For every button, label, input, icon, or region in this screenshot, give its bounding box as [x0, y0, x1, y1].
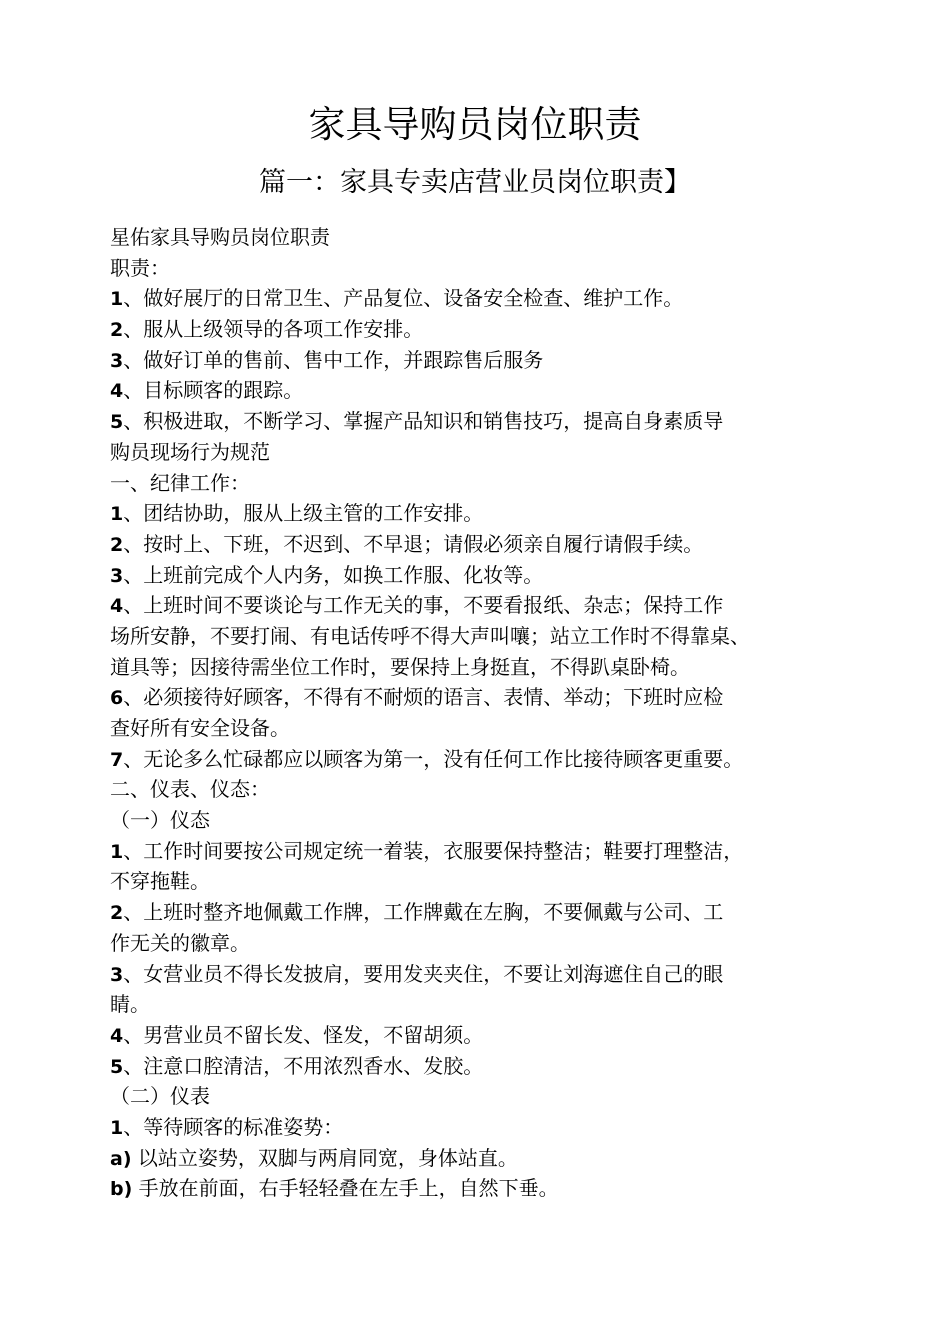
line-text: 作无关的徽章。 — [110, 930, 250, 955]
item-number: b) — [110, 1178, 133, 1201]
item-number: 5 — [110, 1055, 124, 1078]
document-title: 家具导购员岗位职责 — [308, 103, 642, 146]
line-text: 、按时上、下班，不迟到、不早退；请假必须亲自履行请假手续。 — [123, 531, 704, 556]
text-line — [110, 1143, 865, 1174]
line-text: 、注意口腔清洁，不用浓烈香水、发胶。 — [123, 1053, 484, 1078]
text-line — [110, 682, 865, 713]
line-text: 、做好订单的售前、售中工作，并跟踪售后服务 — [123, 347, 544, 372]
item-number: 3 — [110, 349, 124, 372]
line-text: （二）仪表 — [110, 1084, 210, 1109]
text-line — [110, 1051, 865, 1082]
document-subtitle: 篇一：家具专卖店营业员岗位职责】 — [259, 167, 691, 198]
item-number: 1 — [110, 840, 124, 863]
text-line — [110, 283, 865, 314]
item-number: 3 — [110, 963, 124, 986]
line-text: 道具等；因接待需坐位工作时，要保持上身挺直，不得趴桌卧椅。 — [110, 654, 690, 679]
text-line — [110, 345, 865, 376]
text-line — [110, 375, 865, 406]
text-line — [110, 1173, 865, 1204]
item-number: 1 — [110, 288, 124, 311]
line-text: 二、仪表、仪态： — [110, 777, 270, 802]
text-line — [110, 897, 865, 928]
text-line — [110, 468, 865, 499]
line-text: 、积极进取，不断学习、掌握产品知识和销售技巧，提高自身素质导 — [123, 409, 724, 434]
text-line — [110, 314, 865, 345]
text-line — [110, 621, 865, 652]
line-text: 不穿拖鞋。 — [110, 869, 210, 894]
text-line — [110, 713, 865, 744]
item-number: 4 — [110, 1024, 124, 1047]
text-line — [110, 774, 865, 805]
line-text: 、上班时间不要谈论与工作无关的事，不要看报纸、杂志；保持工作 — [123, 593, 724, 618]
line-text: 购员现场行为规范 — [110, 439, 270, 464]
text-line — [110, 1081, 865, 1112]
text-line — [110, 959, 865, 990]
line-text: 睛。 — [110, 992, 150, 1017]
text-line — [110, 928, 865, 959]
line-text: 、做好展厅的日常卫生、产品复位、设备安全检查、维护工作。 — [123, 286, 684, 311]
item-number: 2 — [110, 902, 124, 925]
item-number: a) — [110, 1147, 132, 1170]
item-number: 4 — [110, 595, 124, 618]
text-line — [110, 560, 865, 591]
text-line — [110, 805, 865, 836]
line-text: 、必须接待好顾客，不得有不耐烦的语言、表情、举动；下班时应检 — [123, 685, 724, 710]
line-text: 、等待顾客的标准姿势： — [123, 1114, 344, 1139]
item-number: 2 — [110, 533, 124, 556]
item-number: 4 — [110, 380, 124, 403]
text-line — [110, 866, 865, 897]
text-line — [110, 590, 865, 621]
document-body — [110, 222, 865, 1204]
line-text: 、男营业员不留长发、怪发，不留胡须。 — [123, 1022, 484, 1047]
line-text: 、目标顾客的跟踪。 — [123, 378, 304, 403]
line-text: 、上班时整齐地佩戴工作牌，工作牌戴在左胸，不要佩戴与公司、工 — [123, 900, 724, 925]
line-text: 查好所有安全设备。 — [110, 716, 290, 740]
line-text: 、无论多么忙碌都应以顾客为第一，没有任何工作比接待顾客更重要。 — [123, 746, 744, 771]
text-line — [110, 529, 865, 560]
line-text: 、上班前完成个人内务，如换工作服、化妆等。 — [123, 562, 544, 587]
text-line — [110, 253, 865, 284]
text-line — [110, 406, 865, 437]
item-number: 7 — [110, 748, 124, 771]
item-number: 1 — [110, 503, 124, 526]
item-number: 1 — [110, 1116, 124, 1139]
item-number: 2 — [110, 319, 124, 342]
line-text: 、团结协助，服从上级主管的工作安排。 — [123, 501, 484, 526]
line-text: 一、纪律工作： — [110, 470, 250, 495]
text-line — [110, 222, 865, 253]
item-number: 5 — [110, 411, 124, 434]
text-line — [110, 437, 865, 468]
text-line — [110, 652, 865, 683]
text-line — [110, 744, 865, 775]
line-text: 、女营业员不得长发披肩，要用发夹夹住，不要让刘海遮住自己的眼 — [123, 961, 724, 986]
text-line — [110, 1112, 865, 1143]
line-text: 、工作时间要按公司规定统一着装，衣服要保持整洁；鞋要打理整洁， — [123, 838, 744, 863]
text-line — [110, 1020, 865, 1051]
line-text: 、服从上级领导的各项工作安排。 — [123, 317, 424, 342]
item-number: 6 — [110, 687, 124, 710]
line-text: 职责： — [110, 255, 170, 280]
line-text: 以站立姿势，双脚与两肩同宽，身体站直。 — [131, 1145, 518, 1170]
line-text: 手放在前面，右手轻轻叠在左手上，自然下垂。 — [132, 1176, 559, 1201]
line-text: 场所安静，不要打闹、有电话传呼不得大声叫嚷；站立工作时不得靠桌、 — [110, 623, 750, 648]
line-text: 星佑家具导购员岗位职责 — [110, 225, 330, 249]
text-line — [110, 836, 865, 867]
text-line — [110, 498, 865, 529]
line-text: （一）仪态 — [110, 808, 210, 833]
item-number: 3 — [110, 564, 124, 587]
text-line — [110, 989, 865, 1020]
